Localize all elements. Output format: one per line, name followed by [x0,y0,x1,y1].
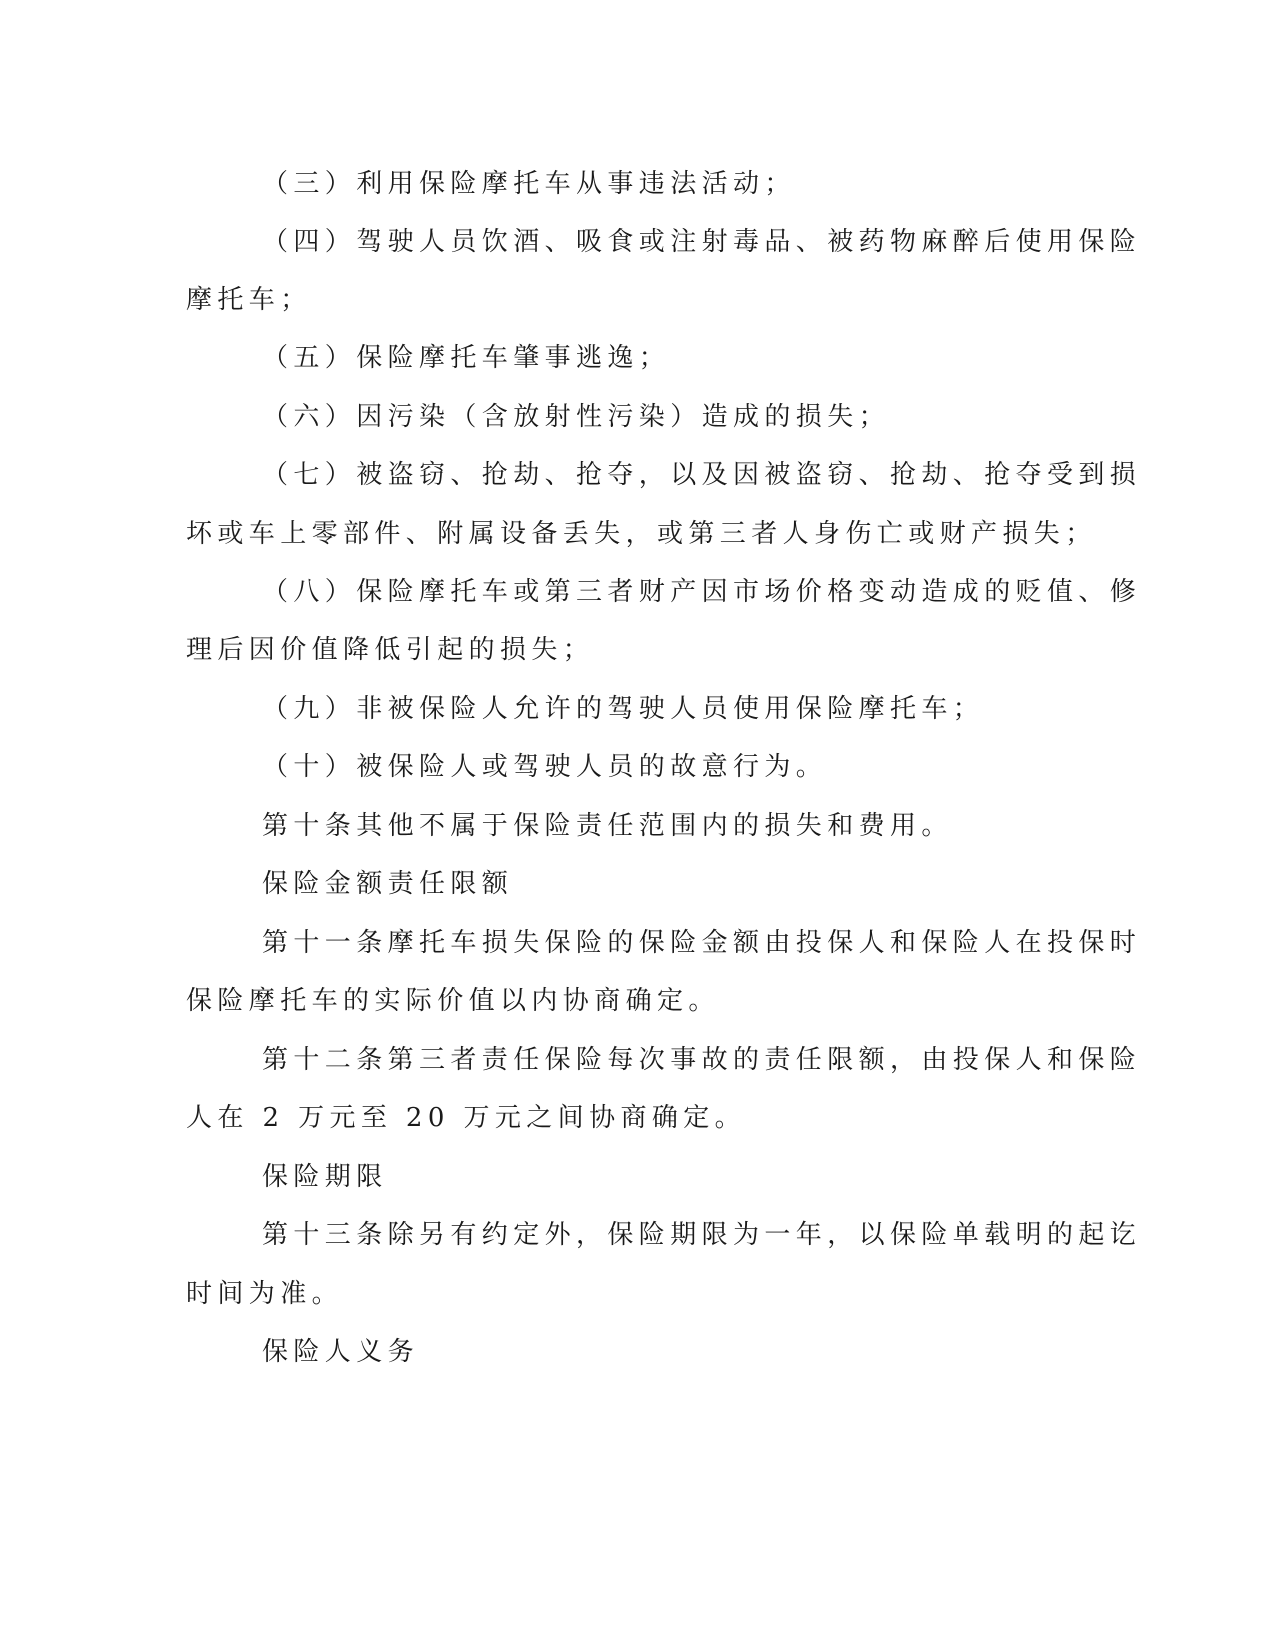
article-11-line-2: 保险摩托车的实际价值以内协商确定。 [186,986,720,1016]
clause-item-4-line-1: （四）驾驶人员饮酒、吸食或注射毒品、被药物麻醉后使用保险 [262,227,1142,257]
clause-item-9: （九）非被保险人允许的驾驶人员使用保险摩托车； [262,694,985,724]
article-10: 第十条其他不属于保险责任范围内的损失和费用。 [262,811,953,841]
clause-item-7-line-2: 坏或车上零部件、附属设备丢失，或第三者人身伤亡或财产损失； [186,519,1097,549]
section-heading-insurance-period: 保险期限 [262,1162,388,1192]
clause-item-8-line-2: 理后因价值降低引起的损失； [186,635,595,665]
article-12-line-2: 人在 2 万元至 20 万元之间协商确定。 [186,1103,747,1133]
article-12-line-1: 第十二条第三者责任保险每次事故的责任限额，由投保人和保险 [262,1045,1142,1075]
section-heading-insurer-obligations: 保险人义务 [262,1337,420,1367]
article-11-line-1: 第十一条摩托车损失保险的保险金额由投保人和保险人在投保时 [262,928,1142,958]
clause-item-10: （十）被保险人或驾驶人员的故意行为。 [262,752,828,782]
clause-item-8-line-1: （八）保险摩托车或第三者财产因市场价格变动造成的贬值、修 [262,577,1142,607]
article-13-line-2: 时间为准。 [186,1279,344,1309]
clause-item-3: （三）利用保险摩托车从事违法活动； [262,169,796,199]
clause-item-4-line-2: 摩托车； [186,285,312,315]
clause-item-7-line-1: （七）被盗窃、抢劫、抢夺，以及因被盗窃、抢劫、抢夺受到损 [262,460,1142,490]
article-13-line-1: 第十三条除另有约定外，保险期限为一年，以保险单载明的起讫 [262,1220,1142,1250]
section-heading-insured-amount: 保险金额责任限额 [262,869,514,899]
clause-item-5: （五）保险摩托车肇事逃逸； [262,343,671,373]
clause-item-6: （六）因污染（含放射性污染）造成的损失； [262,402,891,432]
